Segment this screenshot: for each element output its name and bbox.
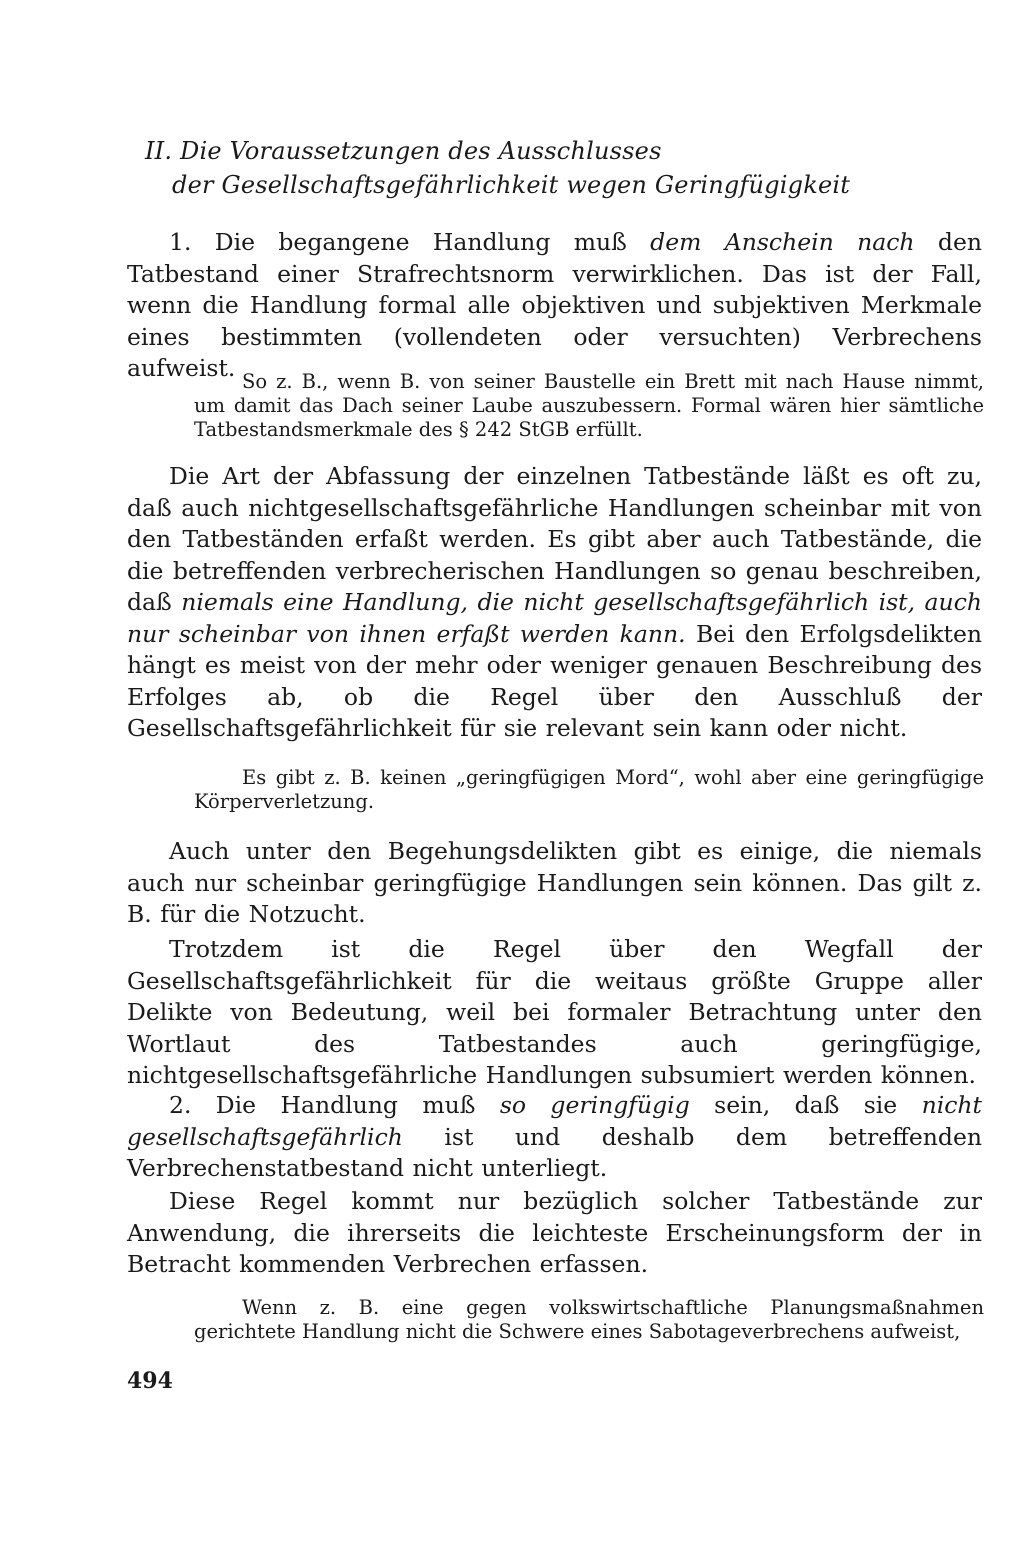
paragraph-2-text-b: Bei den Erfolgsdelikten hängt es meist von der mehr oder weniger genauen Beschreibung des Erfolges ab, ob die Regel über den Ausschluß der Gesellschaftsgefährlichkeit für sie relevant sein kann oder nicht. [127, 619, 982, 742]
paragraph-5-emphasis-1: so geringfügig [499, 1091, 690, 1119]
paragraph-1-text-b: den Tatbestand einer Strafrechtsnorm verwirklichen. Das ist der Fall, wenn die Handlung formal alle objektiven und subjektiven Merkmale eines bestimmten (vollendeten oder versuchten) Verbrechens aufweist. [127, 228, 982, 382]
paragraph-1-emphasis: dem Anschein nach [650, 228, 915, 256]
paragraph-5-emphasis-2: nicht gesellschaftsgefährlich [127, 1091, 982, 1151]
section-heading [145, 134, 945, 202]
paragraph-3: Auch unter den Begehungsdelikten gibt es einige, die niemals auch nur scheinbar geringfügige Handlungen sein können. Das gilt z. B. für die Notzucht. [127, 837, 982, 928]
paragraph-4: Trotzdem ist die Regel über den Wegfall der Gesellschaftsgefährlichkeit für die weitaus größte Gruppe aller Delikte von Bedeutung, weil bei formaler Betrachtung unter den Wortlaut des Tatbestandes auch geringfügige, nichtgesellschaftsgefährliche Handlungen subsumiert werden können. [127, 935, 982, 1089]
paragraph-5-text-c: ist und deshalb dem betreffenden Verbrechenstatbestand nicht unterliegt. [127, 1122, 982, 1182]
paragraph-5-text-b: sein, daß sie [689, 1091, 922, 1119]
paragraph-5-text-a: 2. Die Handlung muß [169, 1091, 500, 1119]
paragraph-6: Diese Regel kommt nur bezüglich solcher Tatbestände zur Anwendung, die ihrerseits die leichteste Erscheinungsform der in Betracht kommenden Verbrechen erfassen. [127, 1187, 982, 1278]
page-number: 494 [127, 1368, 173, 1394]
note-1: So z. B., wenn B. von seiner Baustelle ein Brett mit nach Hause nimmt, um damit das Dach seiner Laube auszubessern. Formal wären hier sämtliche Tatbestandsmerkmale des § 242 StGB erfüllt. [194, 370, 984, 441]
section-heading-line1: II. Die Voraussetzungen des Ausschlusses [145, 137, 662, 165]
paragraph-1 [127, 227, 982, 385]
paragraph-1-text-a: 1. Die begangene Handlung muß [169, 228, 651, 256]
paragraph-5 [127, 1090, 982, 1185]
paragraph-2-emphasis: niemals eine Handlung, die nicht gesellschaftsgefährlich ist, auch nur scheinbar von ihnen erfaßt werden kann. [127, 588, 982, 648]
paragraph-2-text-a: Die Art der Abfassung der einzelnen Tatbestände läßt es oft zu, daß auch nichtgesellschaftsgefährliche Handlungen scheinbar mit von den Tatbeständen erfaßt werden. Es gibt aber auch Tatbestände, die die betreffenden verbrecherischen Handlungen so genau beschreiben, daß [127, 462, 982, 616]
note-3: Wenn z. B. eine gegen volkswirtschaftliche Planungsmaßnahmen gerichtete Handlung nicht die Schwere eines Sabotageverbrechens aufweist, [194, 1296, 984, 1343]
section-heading-line2: der Gesellschaftsgefährlichkeit wegen Geringfügigkeit [172, 171, 851, 199]
paragraph-2 [127, 461, 982, 745]
note-2: Es gibt z. B. keinen „geringfügigen Mord“, wohl aber eine geringfügige Körperverletzung. [194, 766, 984, 813]
